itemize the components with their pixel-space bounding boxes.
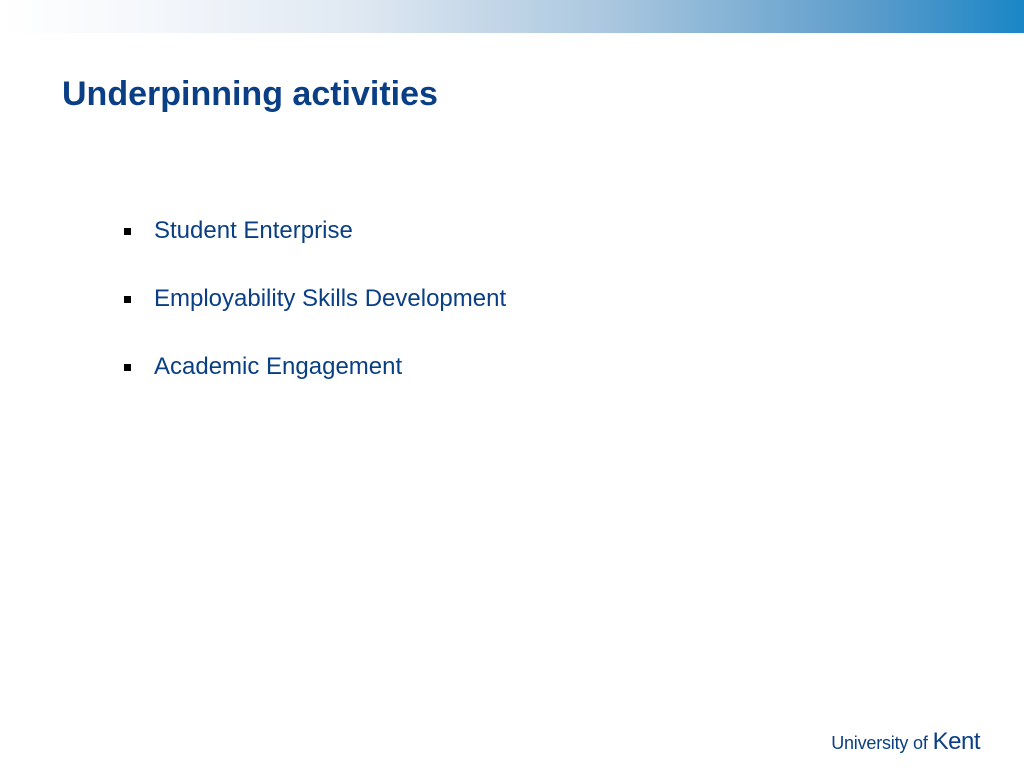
bullet-item	[124, 212, 506, 250]
bullet-item	[124, 280, 506, 318]
bullet-item	[124, 348, 506, 386]
square-bullet-icon	[124, 228, 131, 235]
university-logo	[831, 728, 980, 756]
logo-prefix: University of	[831, 733, 928, 753]
slide-title: Underpinning activities	[62, 75, 438, 113]
bullet-text: Employability Skills Development	[154, 285, 507, 312]
bullet-text: Student Enterprise	[154, 217, 353, 244]
square-bullet-icon	[124, 364, 131, 371]
header-gradient-band	[0, 0, 1024, 33]
square-bullet-icon	[124, 296, 131, 303]
logo-name: Kent	[932, 728, 980, 755]
bullet-text: Academic Engagement	[154, 353, 403, 380]
bullet-list	[124, 212, 506, 416]
